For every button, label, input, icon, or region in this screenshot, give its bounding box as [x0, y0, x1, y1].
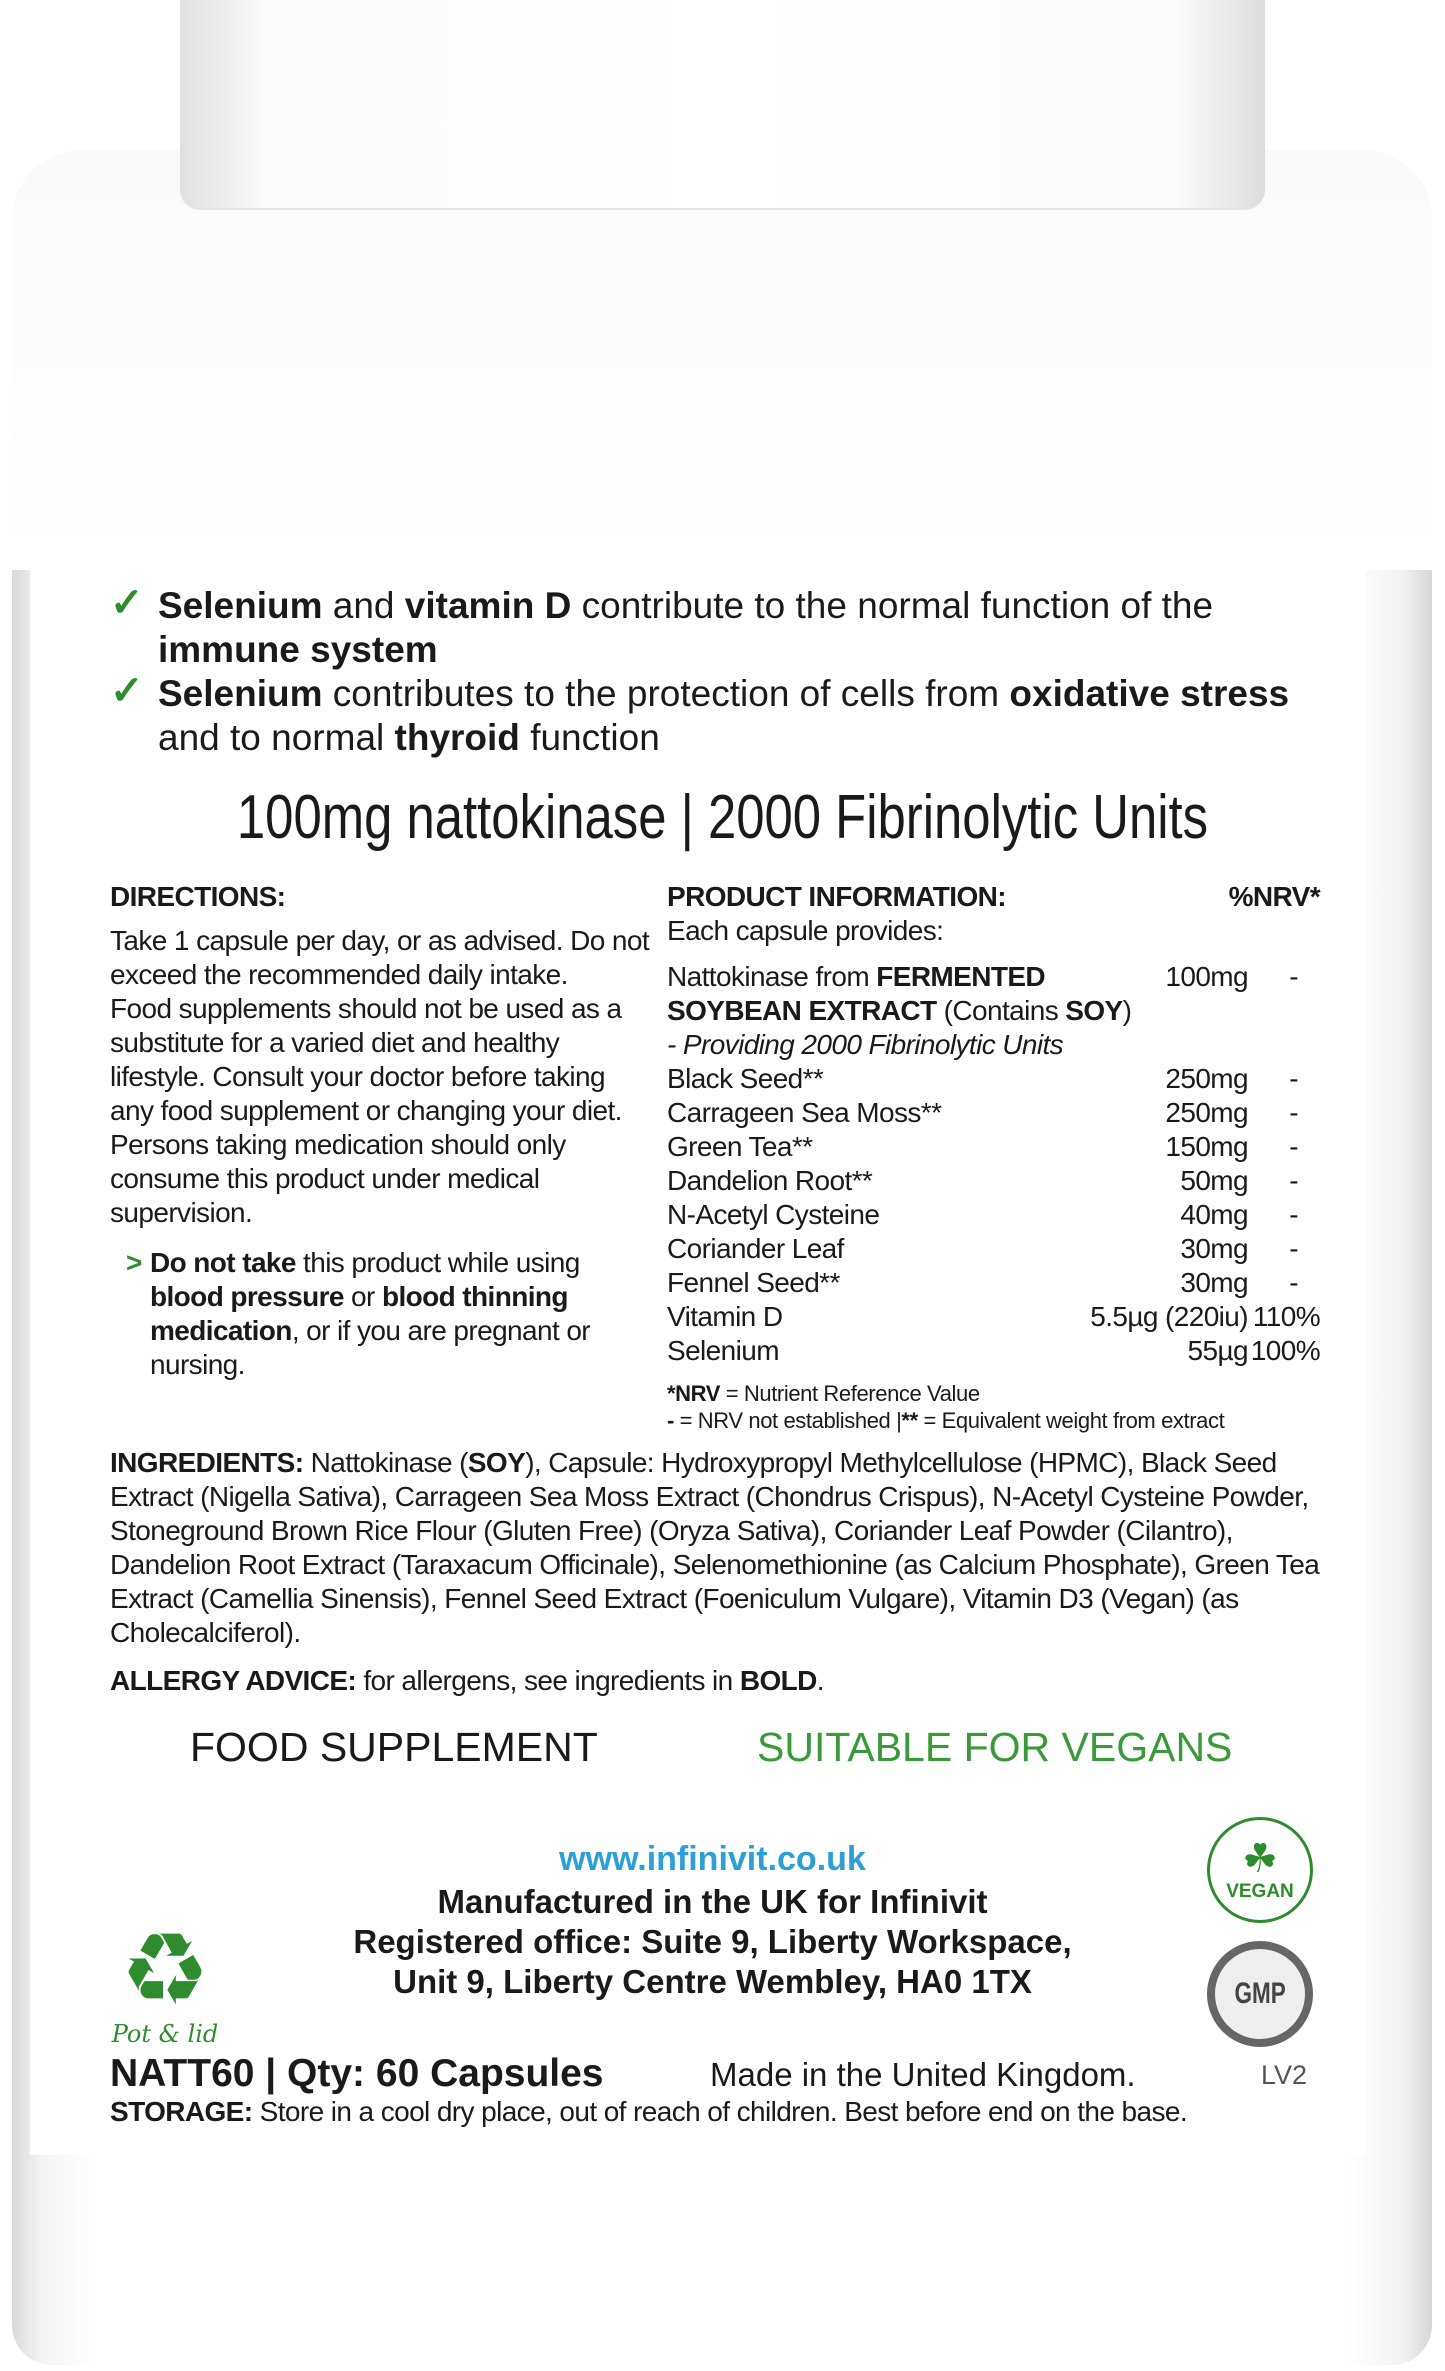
ingredient-row [667, 1334, 1320, 1368]
ingredient-row [667, 1198, 1320, 1232]
ingredient-name: Vitamin D [667, 1301, 783, 1332]
ingredient-nrv: - [1289, 1199, 1298, 1230]
ingredient-amount: 250mg [1165, 1063, 1248, 1094]
check-icon: ✓ [110, 669, 144, 713]
nrv-heading: %NRV* [1228, 881, 1320, 912]
directions-text: Take 1 capsule per day, or as advised. Do not exceed the recommended daily intake. [110, 925, 650, 990]
ingredient-nrv: - [1289, 1165, 1298, 1196]
ingredient-amount: 40mg [1180, 1199, 1248, 1230]
ingredient-row [667, 1300, 1320, 1334]
ingredient-amount: 30mg [1180, 1267, 1248, 1298]
ingredient-name: Coriander Leaf [667, 1233, 844, 1264]
made-in-label: Made in the United Kingdom. [710, 2056, 1136, 2093]
bottle-shoulder [12, 150, 1432, 570]
ingredient-row [667, 1232, 1320, 1266]
ingredient-row [667, 1062, 1320, 1096]
ingredient-row [667, 1266, 1320, 1300]
directions-advice: Food supplements should not be used as a substitute for a varied diet and healthy lifestyle. Consult your doctor before taking any food supplement or changing your diet. Persons taking medication should only consume this product under medical supervision. [110, 993, 622, 1228]
ingredient-name: Black Seed** [667, 1063, 824, 1094]
nattokinase-source: SOYBEAN EXTRACT (Contains SOY) [667, 995, 1132, 1026]
allergy-advice: ALLERGY ADVICE: for allergens, see ingredients in BOLD. [110, 1665, 824, 1696]
claim-oxidative: Selenium contributes to the protection of cells from oxidative stress and to normal thyroid function [158, 673, 1290, 758]
product-info-column [667, 880, 1320, 1434]
warning-text: Do not take this product while using blood pressure or blood thinning medication, or if you are pregnant or nursing. [150, 1247, 591, 1380]
ingredient-amount: 30mg [1180, 1233, 1248, 1264]
ingredient-name: Fennel Seed** [667, 1267, 840, 1298]
nrv-footnote: *NRV = Nutrient Reference Value [667, 1381, 980, 1406]
ingredient-nrv: - [1289, 1233, 1298, 1264]
nrv-footnote-2: - = NRV not established |** = Equivalent weight from extract [667, 1408, 1225, 1433]
ingredient-nrv: - [1289, 1267, 1298, 1298]
ingredients-text: INGREDIENTS: Nattokinase (SOY), Capsule: Hydroxypropyl Methylcellulose (HPMC), Black Seed Extract (Nigella Sativa), Carrageen Sea Moss Extract (Chondrus Crispus), N-Acetyl Cysteine Powder, Stoneground Brown Rice Flour (Gluten Free) (Oryza Sativa), Coriander Leaf Powder (Cilantro), Dandelion Root Extract (Taraxacum Officinale), Selenomethionine (as Calcium Phosphate), Green Tea Extract (Camellia Sinensis), Fennel Seed Extract (Foeniculum Vulgare), Vitamin D3 (Vegan) (as Cholecalciferol). [110, 1447, 1320, 1648]
product-code: NATT60 | Qty: 60 Capsules [110, 2052, 604, 2095]
check-icon: ✓ [110, 581, 144, 625]
storage-text: STORAGE: Store in a cool dry place, out of reach of children. Best before end on the base. [110, 2096, 1188, 2127]
ingredient-name: Carrageen Sea Moss** [667, 1097, 942, 1128]
product-info-heading: PRODUCT INFORMATION: [667, 881, 1006, 912]
gmp-badge-icon: GMP [1207, 1941, 1313, 2047]
ingredient-name: N-Acetyl Cysteine [667, 1199, 880, 1230]
fibrinolytic-note: - Providing 2000 Fibrinolytic Units [667, 1029, 1064, 1060]
chevron-right-icon: > [126, 1247, 143, 1278]
manufacturer-info: Manufactured in the UK for Infinivit Registered office: Suite 9, Liberty Workspace, Unit 9, Liberty Centre Wembley, HA0 1TX [353, 1883, 1072, 2000]
version-label: LV2 [1261, 2060, 1308, 2090]
ingredient-amount: 50mg [1180, 1165, 1248, 1196]
ingredient-row [667, 1096, 1320, 1130]
directions-heading: DIRECTIONS: [110, 881, 286, 912]
ingredient-nrv: 100% [1250, 1335, 1320, 1366]
ingredient-amount: 250mg [1165, 1097, 1248, 1128]
food-supplement-label: FOOD SUPPLEMENT [190, 1724, 598, 1770]
ingredient-amount: 55µg [1187, 1335, 1248, 1366]
ingredient-amount: 5.5µg (220iu) [1090, 1301, 1248, 1332]
ingredient-row [667, 1130, 1320, 1164]
suitable-for-vegans-label: SUITABLE FOR VEGANS [757, 1724, 1233, 1770]
label-body [110, 880, 1320, 1771]
ingredient-nrv: - [1289, 1131, 1298, 1162]
recycle-icon: ♻ Pot & lid [111, 1914, 219, 2048]
ingredient-nrv: 110% [1252, 1301, 1320, 1332]
product-info-subheading: Each capsule provides: [667, 915, 944, 946]
ingredient-name: Green Tea** [667, 1131, 813, 1162]
directions-column [110, 880, 655, 1434]
bottle-cap [180, 0, 1265, 210]
vegan-badge-icon: ☘ VEGAN [1207, 1817, 1313, 1923]
ingredient-name: Dandelion Root** [667, 1165, 873, 1196]
website-link[interactable]: www.infinivit.co.uk [559, 1840, 866, 1878]
ingredient-row-nattokinase: Nattokinase from FERMENTED 100mg - [667, 961, 1298, 992]
claim-immune: Selenium and vitamin D contribute to the normal function of the immune system [158, 585, 1214, 670]
ingredient-nrv: - [1289, 1097, 1298, 1128]
headline: 100mg nattokinase | 2000 Fibrinolytic Units [236, 783, 1209, 852]
ingredient-nrv: - [1289, 1063, 1298, 1094]
ingredient-name: Selenium [667, 1335, 779, 1366]
ingredient-amount: 150mg [1165, 1131, 1248, 1162]
ingredient-row [667, 1164, 1320, 1198]
